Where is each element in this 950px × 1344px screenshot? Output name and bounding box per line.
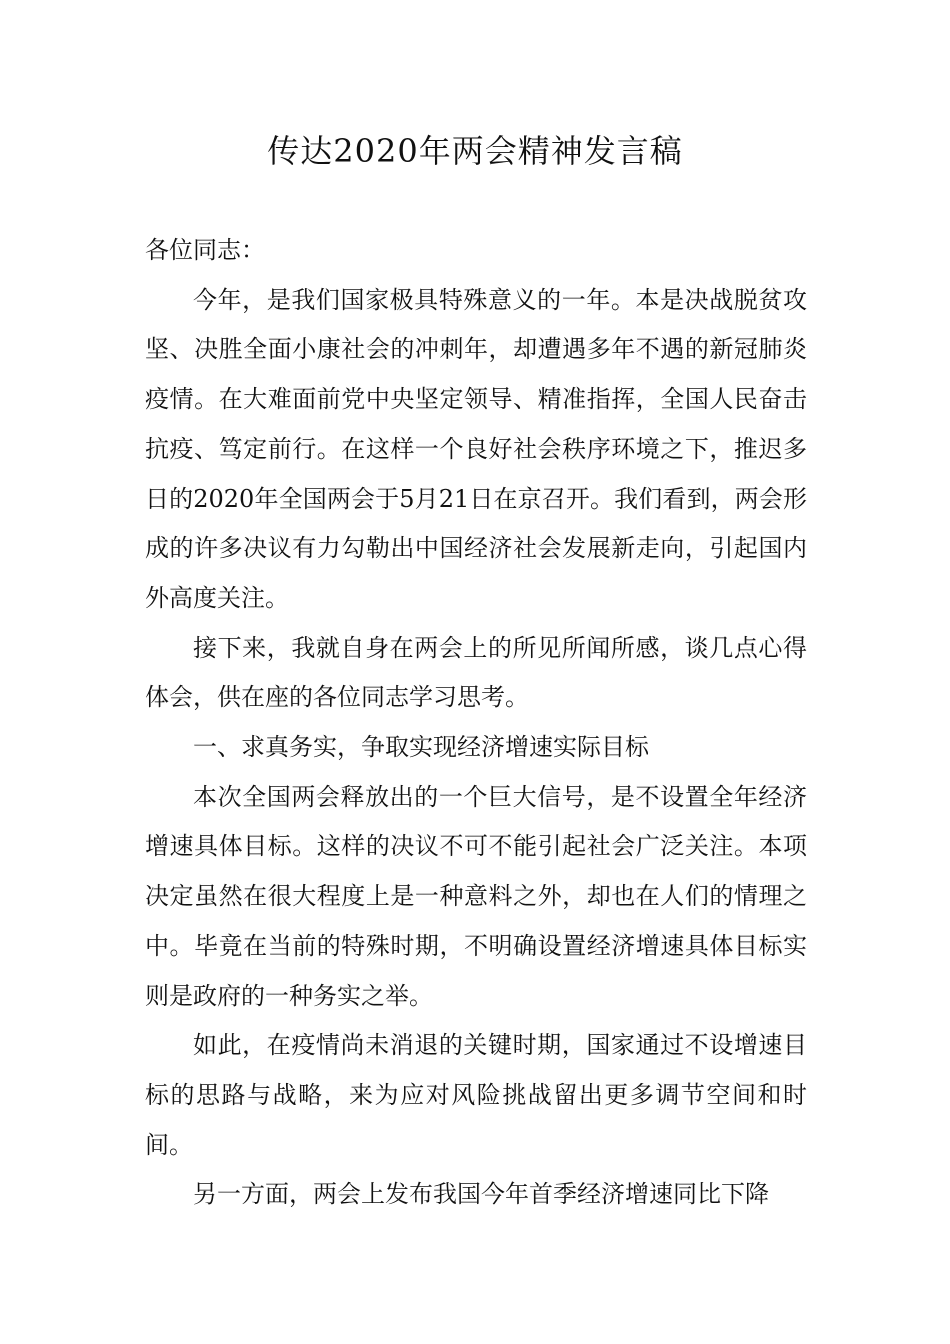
section-heading: 一、求真务实，争取实现经济增速实际目标 — [193, 733, 649, 762]
paragraph: 如此，在疫情尚未消退的关键时期，国家通过不设增速目标的思路与战略，来为应对风险挑战留出更多调节空间和时间。 — [145, 1031, 807, 1159]
document-body — [145, 226, 807, 1220]
paragraph: 今年，是我们国家极具特殊意义的一年。本是决战脱贫攻坚、决胜全面小康社会的冲刺年，却遭遇多年不遇的新冠肺炎疫情。在大难面前党中央坚定领导、精准指挥，全国人民奋击抗疫、笃定前行。在这样一个良好社会秩序环境之下，推迟多日的2020年全国两会于5月21日在京召开。我们看到，两会形成的许多决议有力勾勒出中国经济社会发展新走向，引起国内外高度关注。 — [145, 285, 807, 612]
paragraph: 接下来，我就自身在两会上的所见所闻所感，谈几点心得体会，供在座的各位同志学习思考。 — [145, 633, 807, 712]
document-title: 传达2020年两会精神发言稿 — [267, 132, 683, 170]
greeting: 各位同志： — [145, 236, 265, 264]
paragraph: 本次全国两会释放出的一个巨大信号，是不设置全年经济增速具体目标。这样的决议不可不能引起社会广泛关注。本项决定虽然在很大程度上是一种意料之外，却也在人们的情理之中。毕竟在当前的特殊时期，不明确设置经济增速具体目标实则是政府的一种务实之举。 — [145, 782, 807, 1010]
paragraph: 另一方面，两会上发布我国今年首季经济增速同比下降 — [193, 1180, 769, 1209]
